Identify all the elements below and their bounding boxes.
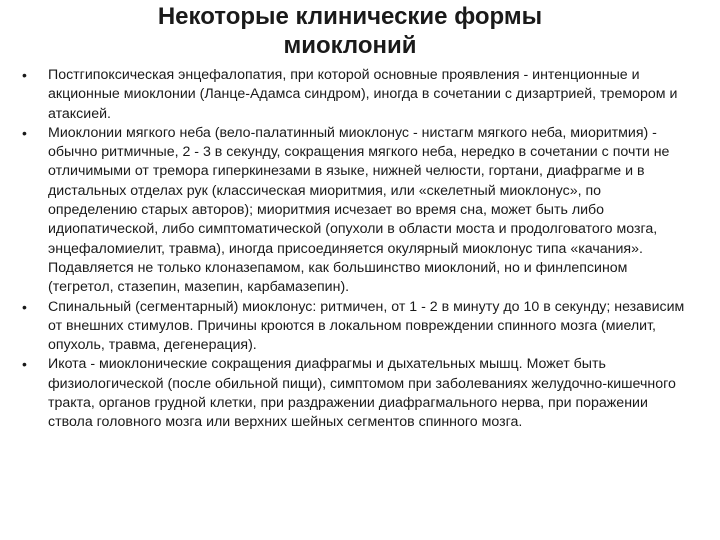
bullet-item-hiccup [22,355,694,432]
bullet-dot-icon: • [22,298,27,315]
bullet-dot-icon: • [22,67,27,83]
bullet-item-palatal-myoclonus [22,124,694,298]
bullet-list [22,66,694,433]
bullet-item-spinal-myoclonus [22,298,694,356]
bullet-text: Спинальный (сегментарный) миоклонус: ритмичен, от 1 - 2 в минуту до 10 в секунду; независим от внешних стимулов. Причины кроются в локальном повреждении спинного мозга (миелит, опухоль, травма, дегенерация). [48,298,685,354]
bullet-dot-icon: • [22,356,27,373]
bullet-dot-icon: • [22,124,27,141]
bullet-item-posthypoxic [22,66,694,124]
slide-title: Некоторые клинические формы миоклоний [157,3,543,59]
bullet-text: Икота - миоклонические сокращения диафрагмы и дыхательных мышц. Может быть физиологической (после обильной пищи), симптомом при заболеваниях желудочно-кишечного тракта, органов грудной клетки, при раздражении диафрагмального нерва, при поражении ствола головного мозга или верхних шейных сегментов спинного мозга. [48,356,676,431]
bullet-text: Миоклонии мягкого неба (вело-палатинный миоклонус - нистагм мягкого неба, миоритмия) - обычно ритмичные, 2 - 3 в секунду, сокращения мягкого неба, нередко в сочетании с почти не отличимыми от тремора гиперкинезами в языке, нижней челюсти, гортани, диафрагме и в дистальных отделах рук (классическая миоритмия, или «скелетный миоклонус», по определению старых авторов); миоритмия исчезает во время сна, может быть либо идиопатической, либо симптоматической (опухоли в области моста и продолговатого мозга, энцефаломиелит, травма), иногда присоединяется окулярный миоклонус типа «качания». Подавляется не только клоназепамом, как большинство миоклоний, но и финлепсином (тегретол, стазепин, мазепин, карбамазепин). [48,124,670,296]
bullet-text: Постгипоксическая энцефалопатия, при которой основные проявления - интенционные и акционные миоклонии (Ланце-Адамса синдром), иногда в сочетании с дизартрией, тремором и атаксией. [48,67,678,122]
